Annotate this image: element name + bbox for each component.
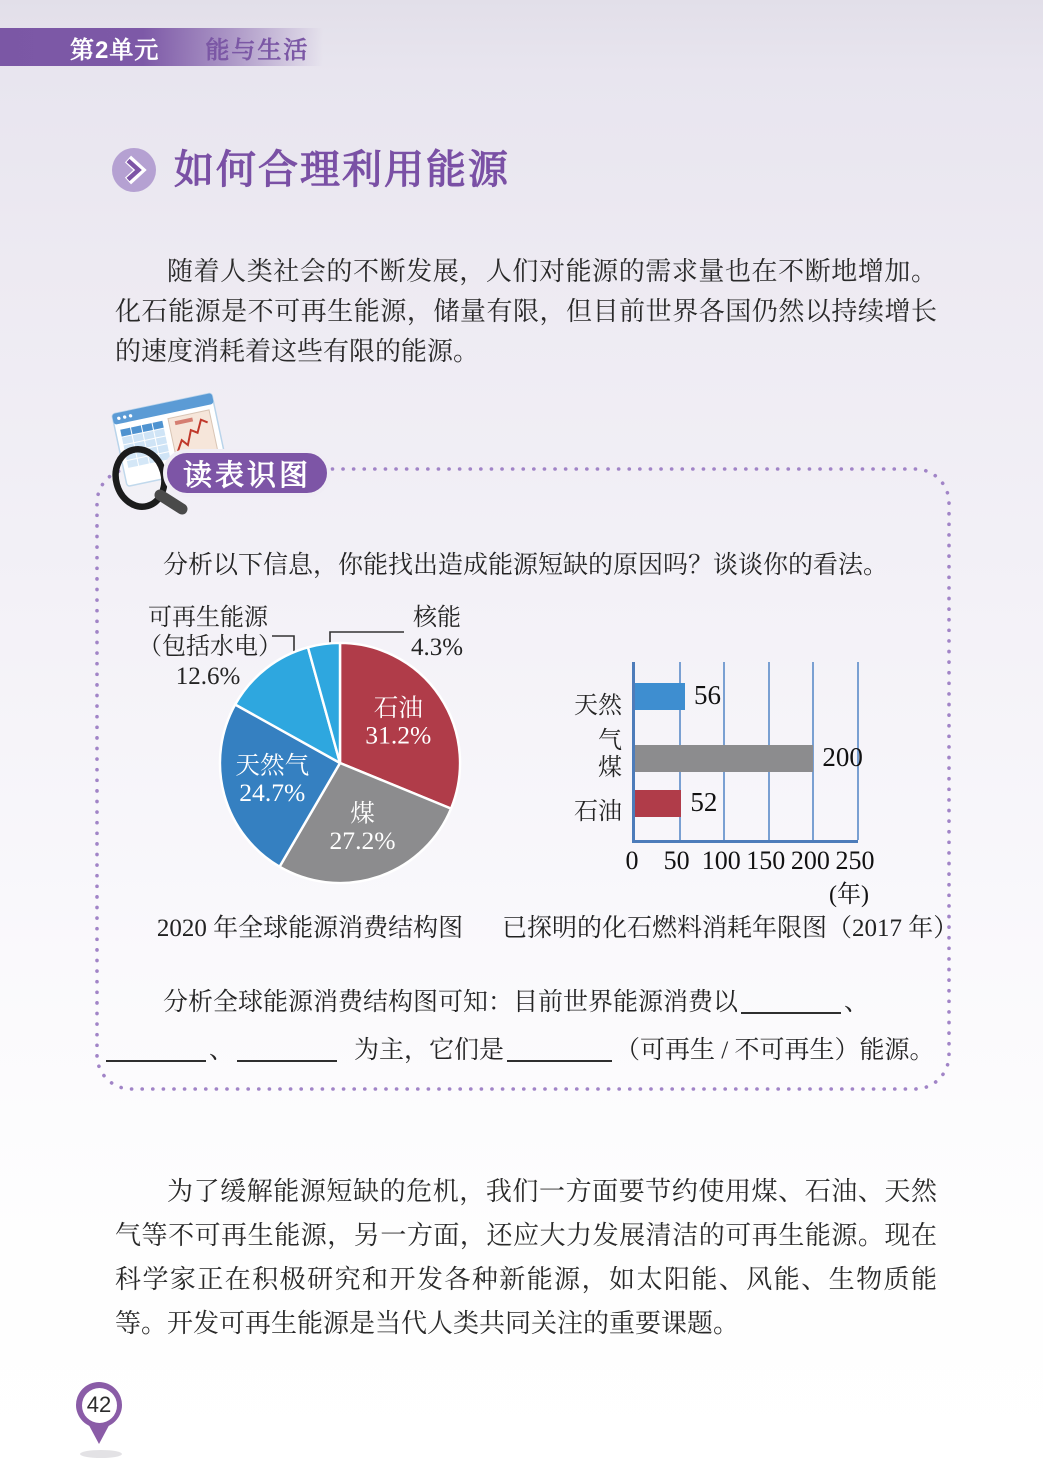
unit-title: 能与生活	[205, 36, 310, 64]
pin-shadow	[80, 1450, 122, 1458]
bar-1	[635, 745, 813, 772]
fill-blank-2	[106, 1036, 206, 1062]
bar-plot-area	[632, 662, 863, 843]
x-tick-100: 100	[701, 846, 741, 875]
pie-chart	[217, 640, 463, 886]
x-tick-200: 200	[790, 846, 830, 875]
x-tick-50: 50	[663, 846, 690, 875]
pie-inside-label-2: 24.7%	[239, 778, 306, 808]
fill-blank-4	[507, 1036, 612, 1062]
fill-blank-1	[741, 988, 841, 1014]
section-title-row	[112, 146, 510, 194]
pie-inside-label-0: 石油	[373, 695, 423, 723]
x-tick-150: 150	[746, 846, 786, 875]
pie-inside-label-1: 27.2%	[329, 826, 396, 856]
bar-category-0: 天然气	[574, 693, 622, 754]
fill-line-2: 、 为主，它们是 （可再生 / 不可再生）能源。	[103, 1030, 934, 1066]
pin-head	[76, 1382, 122, 1428]
page-title: 如何合理利用能源	[174, 148, 510, 192]
bar-caption: 已探明的化石燃料消耗年限图（2017 年）	[502, 915, 959, 942]
fill-blank-3	[237, 1036, 337, 1062]
unit-number-label: 第2单元	[70, 36, 160, 64]
bar-category-1: 煤	[598, 755, 622, 781]
x-axis-unit: (年)	[829, 882, 869, 908]
fill-line-1: 分析全球能源消费结构图可知：目前世界能源消费以 、	[163, 989, 870, 1016]
bar-value-0: 56	[694, 680, 721, 710]
x-tick-250: 250	[835, 846, 875, 875]
bar-chart	[560, 650, 960, 915]
pie-label-renewable-pct: 12.6%	[175, 663, 241, 690]
bar-category-2: 石油	[574, 799, 622, 825]
bar-value-1: 200	[822, 742, 863, 772]
bar-value-2: 52	[690, 787, 718, 817]
page-number-pin	[76, 1382, 128, 1460]
pie-caption: 2020 年全球能源消费结构图	[156, 915, 464, 942]
pie-inside-label-2: 天然气	[235, 752, 310, 780]
page-number: 42	[82, 1388, 117, 1423]
unit-band	[0, 28, 340, 66]
pie-inside-label-1: 煤	[350, 800, 375, 828]
chevron-circle-icon	[112, 148, 156, 192]
pie-label-nuclear: 核能 4.3%	[396, 604, 478, 662]
x-tick-0: 0	[625, 846, 639, 875]
pie-label-renewable: 可再生能源 （包括水电） 12.6%	[138, 605, 282, 690]
pie-label-nuclear-pct: 4.3%	[410, 634, 464, 661]
bar-0	[635, 683, 685, 710]
intro-paragraph: 随着人类社会的不断发展，人们对能源的需求量也在不断地增加。化石能源是不可再生能源，储量有限，但目前世界各国仍然以持续增长的速度消耗着这些有限的能源。	[115, 257, 937, 366]
bar-2	[635, 790, 681, 817]
pie-inside-label-0: 31.2%	[365, 720, 432, 750]
activity-prompt: 分析以下信息，你能找出造成能源短缺的原因吗？谈谈你的看法。	[163, 552, 889, 579]
closing-paragraph: 为了缓解能源短缺的危机，我们一方面要节约使用煤、石油、天然气等不可再生能源，另一方面，还应大力发展清洁的可再生能源。现在科学家正在积极研究和开发各种新能源，如太阳能、风能、生物质能等。开发可再生能源是当代人类共同关注的重要课题。	[115, 1177, 937, 1338]
activity-badge: 读表识图	[163, 449, 331, 497]
